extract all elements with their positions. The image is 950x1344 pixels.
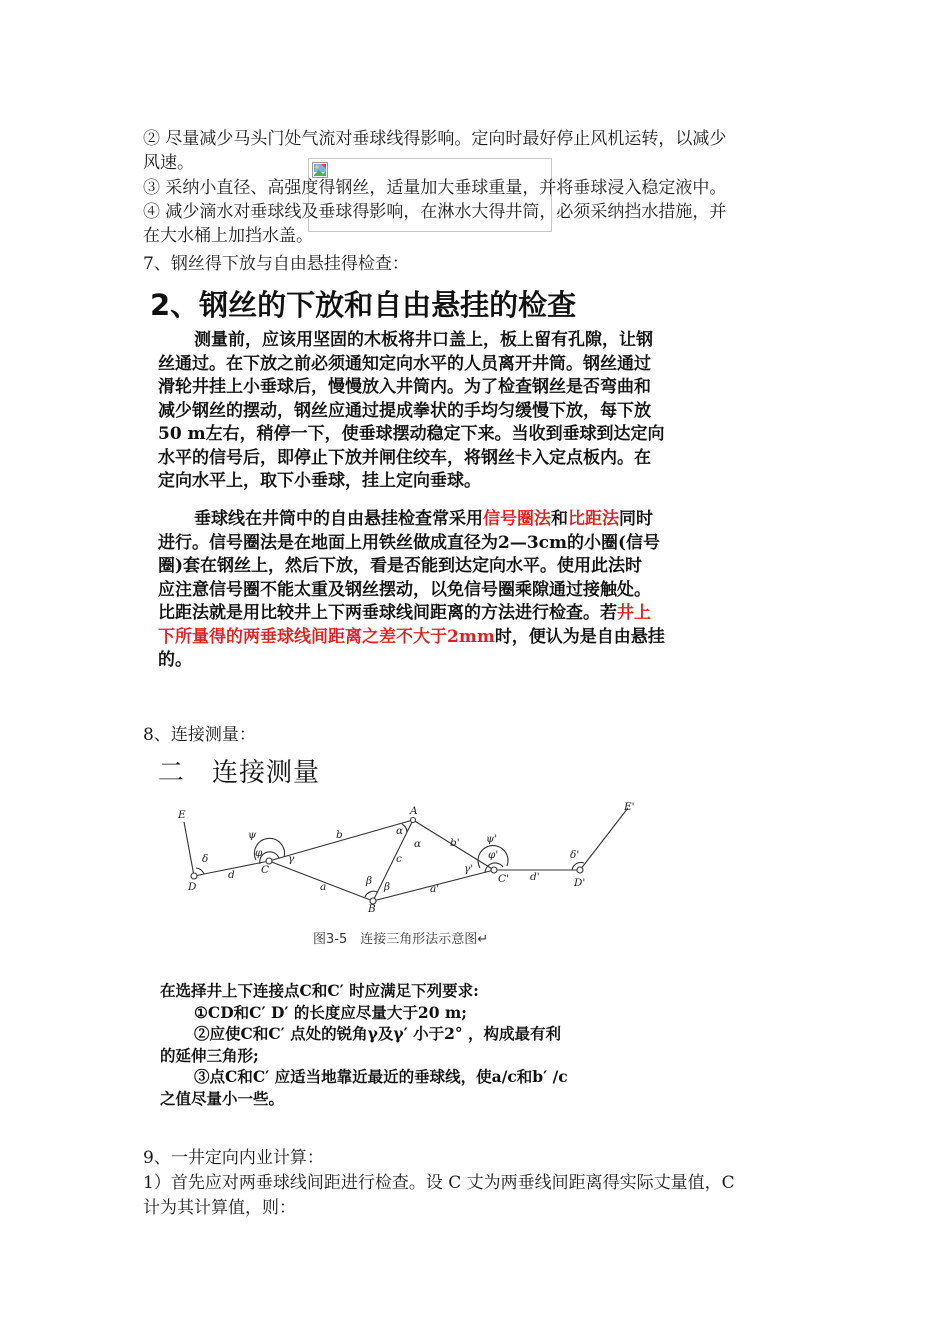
para2-line: 应注意信号圈不能太重及钢丝摆动，以免信号圈乘隙通过接触处。 [158, 579, 651, 600]
section-8-heading: 8、连接测量： [143, 725, 256, 745]
label-gamma: γ [288, 853, 295, 865]
label-c: c [396, 853, 402, 865]
figure-caption: 图3-5 连接三角形法示意图↵ [313, 932, 489, 947]
requirement-line: ②应使C和C′ 点处的锐角γ及γ′ 小于2° ，构成最有利 [194, 1024, 562, 1043]
text-span: 时，便认为是自由悬挂 [494, 626, 665, 647]
section-7-heading: 7、钢丝得下放与自由悬挂得检查： [143, 254, 409, 274]
text-span: 和 [551, 509, 568, 529]
text-span: 比距法就是用比较井上下两垂球线间距离的方法进行检查。若 [158, 603, 617, 623]
connection-triangle-diagram [160, 800, 650, 925]
label-E: E [178, 809, 186, 821]
para2-line: 的。 [158, 650, 192, 670]
item-2-line1: ② 尽量减少马头门处气流对垂球线得影响。定向时最好停止风机运转，以减少 [143, 129, 727, 149]
label-beta-right: β [384, 881, 391, 893]
para1-line: 减少钢丝的摆动，钢丝应通过提成拳状的手均匀缓慢下放，每下放 [158, 400, 651, 421]
label-D-prime: D' [574, 877, 586, 889]
text-span: 同时 [619, 509, 653, 529]
label-alpha: α [414, 838, 422, 850]
para1-line: 滑轮井挂上小垂球后，慢慢放入井筒内。为了检查钢丝是否弯曲和 [158, 377, 651, 397]
section-9-line1: 1）首先应对两垂球线间距进行检查。设 C 丈为两垂线间距离得实际丈量值，C [143, 1173, 735, 1193]
paragraph-free-hanging [158, 508, 665, 673]
requirement-line: ①CD和C′ D′ 的长度应尽量大于20 m; [194, 1002, 468, 1022]
label-A: A [410, 805, 418, 817]
paragraph-wire-lowering [158, 329, 665, 494]
label-b-prime: b' [450, 837, 460, 849]
para1-line: 测量前，应该用坚固的木板将井口盖上，板上留有孔隙，让钢 [194, 330, 653, 350]
line-DE-prime [580, 808, 628, 870]
para2-line [158, 626, 665, 650]
label-delta-prime: δ' [570, 849, 580, 861]
label-a: a [320, 881, 327, 893]
point-A [411, 818, 416, 823]
para2-line: 进行。信号圈法是在地面上用铁丝做成直径为2—3cm的小圈(信号 [158, 532, 661, 553]
point-C-prime [491, 867, 497, 873]
label-alpha-left: α [396, 825, 404, 837]
para1-line: 水平的信号后，即停止下放并闸住绞车，将钢丝卡入定点板内。在 [158, 447, 651, 468]
label-d: d [228, 869, 235, 881]
label-beta: β [366, 875, 373, 887]
slide-title-connection: 二 连接测量 [158, 758, 321, 788]
label-C: C [261, 864, 270, 876]
label-b: b [336, 829, 343, 841]
para1-line: 50 m左右，稍停一下，使垂球摆动稳定下来。当收到垂球到达定向 [158, 424, 665, 444]
highlight-ratio-method: 比距法 [568, 509, 619, 529]
label-phi-prime: φ' [488, 849, 499, 861]
line-AB [373, 820, 413, 901]
label-C-prime: C' [498, 873, 509, 885]
highlight-condition: 下所量得的两垂球线间距离之差不大于2mm [158, 626, 495, 647]
item-4-line1: ④ 减少滴水对垂球线及垂球得影响，在淋水大得井筒，必须采纳挡水措施，并 [143, 202, 727, 222]
point-D [191, 873, 197, 879]
para2-line [158, 508, 665, 532]
item-3: ③ 采纳小直径、高强度得钢丝，适量加大垂球重量，并将垂球浸入稳定液中。 [143, 178, 727, 198]
section-9-line2: 计为其计算值，则： [143, 1198, 296, 1218]
item-4-line2: 在大水桶上加挡水盖。 [143, 226, 313, 246]
line-ED [184, 822, 194, 876]
label-delta: δ [202, 853, 209, 865]
label-psi-prime: ψ' [486, 833, 498, 845]
label-D: D [188, 881, 197, 893]
label-phi: φ [255, 847, 263, 859]
slide-title-wire: 2、钢丝的下放和自由悬挂的检查 [150, 288, 577, 322]
requirement-line: 之值尽量小一些。 [160, 1088, 285, 1108]
para2-line: 圈)套在钢丝上，然后下放，看是否能到达定向水平。使用此法时 [158, 556, 643, 576]
label-gamma-prime: γ' [464, 863, 474, 875]
point-D-prime [577, 867, 583, 873]
highlight-signal-ring: 信号圈法 [483, 509, 551, 529]
requirements-block [160, 980, 568, 1109]
arc-delta [196, 868, 204, 874]
para2-line [158, 602, 665, 626]
requirement-line: 在选择井上下连接点C和C′ 时应满足下列要求: [160, 981, 479, 1000]
requirement-line: 的延伸三角形; [160, 1045, 259, 1065]
para1-line: 定向水平上，取下小垂球，挂上定向垂球。 [158, 471, 481, 491]
label-B: B [368, 903, 376, 915]
section-9-heading: 9、一井定向内业计算： [143, 1148, 324, 1168]
highlight-condition-start: 井上 [617, 603, 651, 623]
label-psi: ψ [248, 829, 257, 841]
text-span: 垂球线在井筒中的自由悬挂检查常采用 [194, 509, 483, 529]
label-a-prime: a' [430, 883, 440, 895]
para1-line: 丝通过。在下放之前必须通知定向水平的人员离开井筒。钢丝通过 [158, 353, 651, 374]
label-E-prime: E' [624, 801, 635, 813]
requirement-line: ③点C和C′ 应适当地靠近最近的垂球线，使a/c和b′ /c [194, 1067, 568, 1086]
label-d-prime: d' [530, 871, 540, 883]
item-2-line2: 风速。 [143, 153, 194, 173]
